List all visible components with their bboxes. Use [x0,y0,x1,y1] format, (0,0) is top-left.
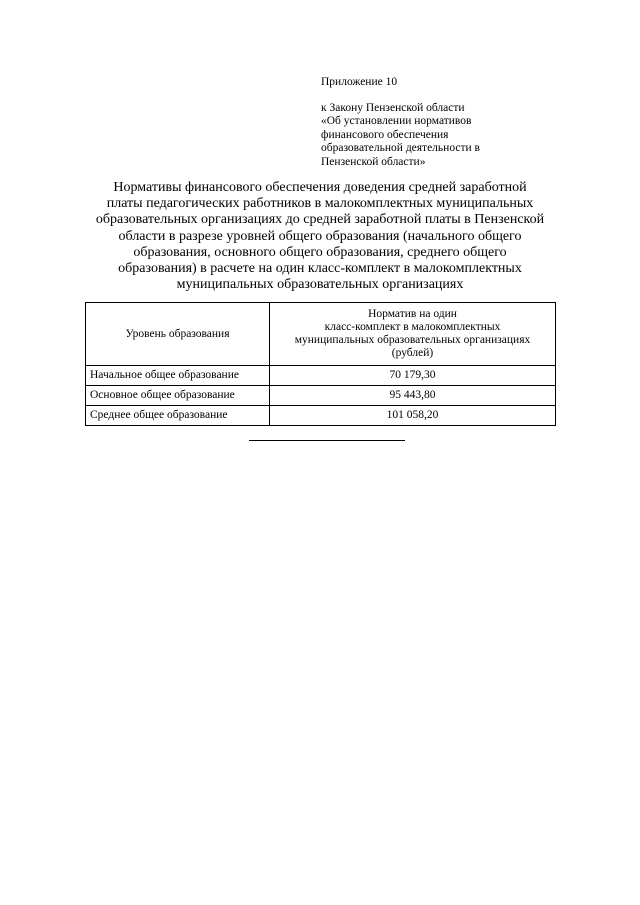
table-row [86,406,556,426]
value-cell: 101 058,20 [270,406,556,426]
annex-line: «Об установлении нормативов [321,115,472,127]
table-row [86,366,556,386]
column-header-level: Уровень образования [86,303,270,366]
value-cell: 70 179,30 [270,366,556,386]
level-cell: Среднее общее образование [86,406,270,426]
heading-line: платы педагогических работников в малокомплектных муниципальных [106,196,534,212]
annex-block [321,76,581,169]
annex-title: Приложение 10 [321,76,398,88]
annex-line: к Закону Пензенской области [321,101,465,114]
annex-line: Пензенской области» [321,155,426,168]
column-header-norm [270,303,556,366]
column-header-norm-line: класс-комплект в малокомплектных [324,321,501,333]
heading-line: Нормативы финансового обеспечения доведения средней заработной [113,180,527,195]
table-row [86,386,556,406]
heading-line: образования) в расчете на один класс-комплект в малокомплектных [118,261,522,277]
heading-line: образовательных организациях до средней заработной платы в Пензенской [95,212,545,228]
column-header-norm-line: (рублей) [391,347,434,359]
column-header-norm-line: Норматив на один [368,308,457,320]
annex-line: образовательной деятельности в [321,142,480,154]
annex-line: финансового обеспечения [321,128,449,141]
level-cell: Начальное общее образование [86,366,270,386]
heading-line: образования, основного общего образования, среднего общего [133,244,507,260]
table-header-row [86,303,556,366]
document-heading [60,180,580,293]
heading-line: области в разрезе уровней общего образования (начального общего [118,228,522,244]
end-divider [249,440,405,441]
level-cell: Основное общее образование [86,386,270,406]
value-cell: 95 443,80 [270,386,556,406]
column-header-norm-line: муниципальных образовательных организациях [294,334,531,346]
norms-table [85,302,556,426]
heading-line: муниципальных образовательных организациях [176,277,464,293]
